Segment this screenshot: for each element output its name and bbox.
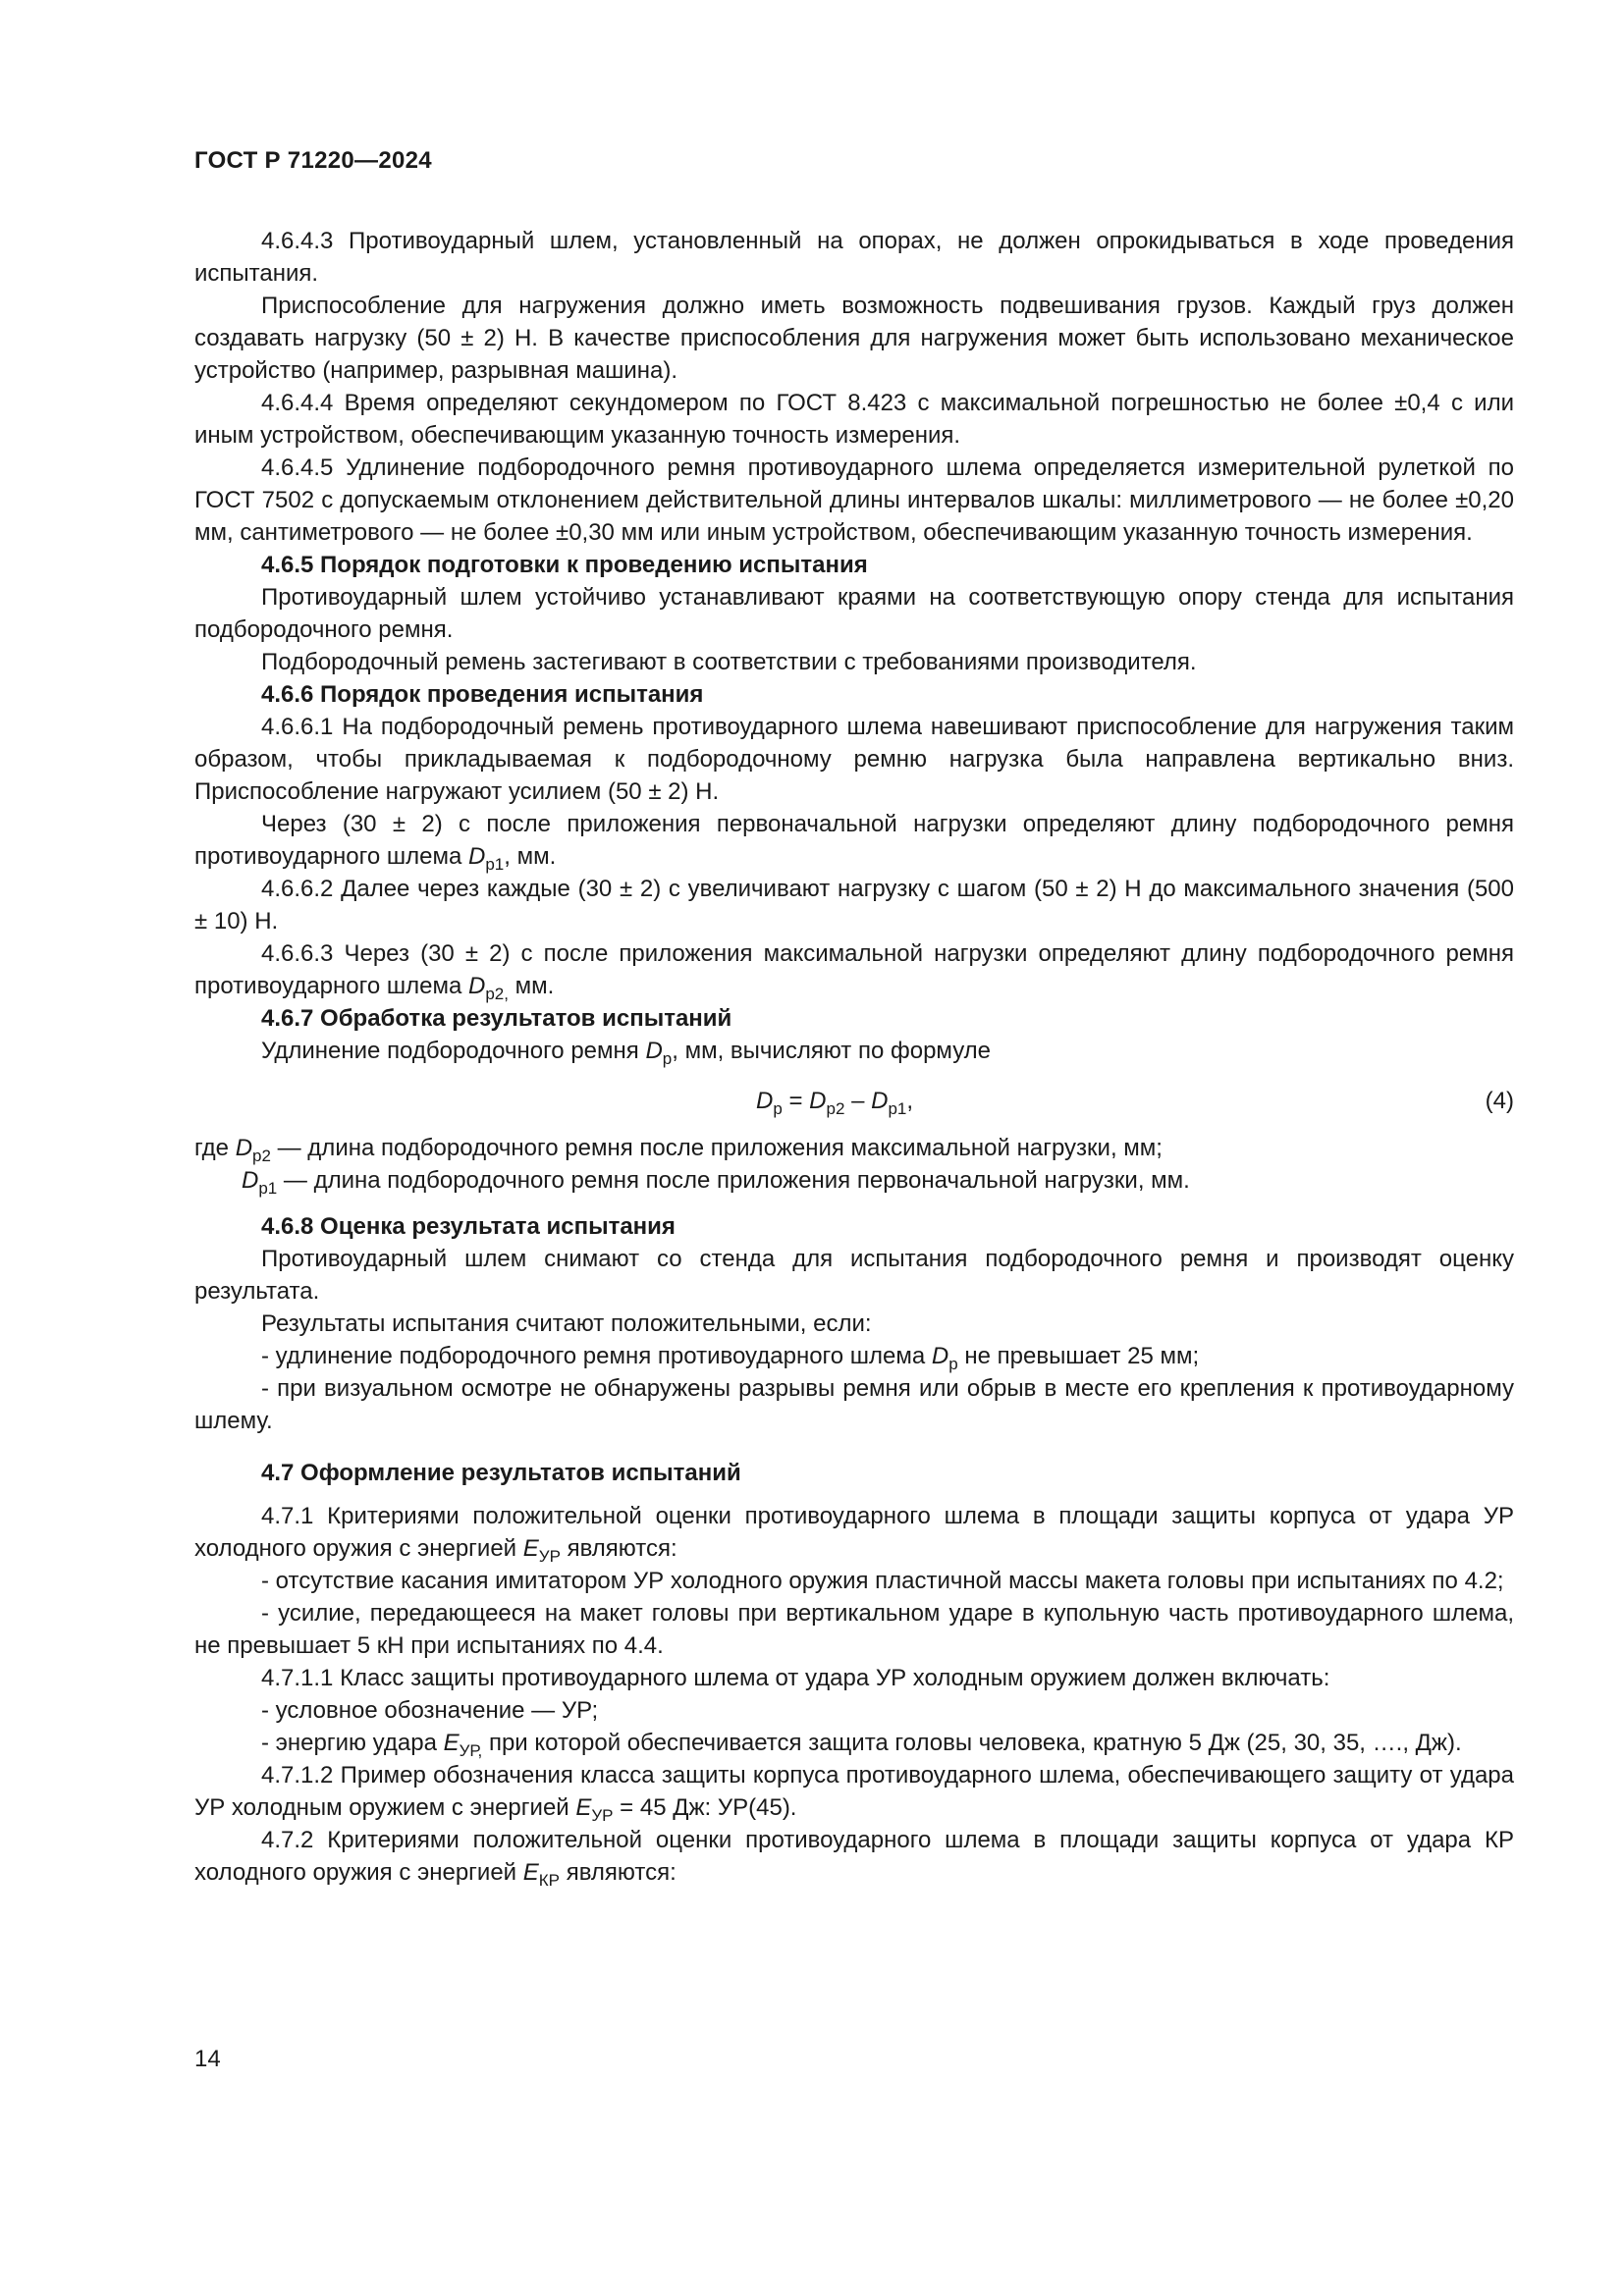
text-span: 4.6.6.3 Через (30 ± 2) с после приложения максимальной нагрузки определяют длину подбородочного ремня противоударного шлема <box>194 940 1514 999</box>
document-header: ГОСТ Р 71220—2024 <box>194 147 432 174</box>
paragraph: 4.7.1.1 Класс защиты противоударного шлема от удара УР холодным оружием должен включать: <box>261 1665 1330 1691</box>
paragraph: Результаты испытания считают положительными, если: <box>261 1310 872 1337</box>
section-heading: 4.6.5 Порядок подготовки к проведению испытания <box>261 552 868 578</box>
subscript: УР, <box>459 1741 483 1760</box>
list-item: - условное обозначение — УР; <box>261 1697 599 1724</box>
list-item <box>194 1340 1514 1372</box>
text-span: Удлинение подбородочного ремня <box>261 1038 646 1064</box>
text-span: мм. <box>508 973 555 999</box>
symbol-d: D <box>242 1167 259 1194</box>
subscript: р <box>773 1099 783 1118</box>
list-item: - отсутствие касания имитатором УР холодного оружия пластичной массы макета головы при испытаниях по 4.2; <box>261 1568 1504 1594</box>
page-number: 14 <box>194 2046 221 2072</box>
paragraph: 4.6.6.1 На подбородочный ремень противоударного шлема навешивают приспособление для нагружения таким образом, чтобы прикладываемая к подбородочному ремню нагрузка была направлена вертикально вниз. Приспособление нагружают усилием (50 ± 2) Н. <box>194 714 1514 805</box>
minus-sign: – <box>844 1088 872 1114</box>
text-span: где <box>194 1135 236 1161</box>
symbol-e: E <box>522 1859 539 1886</box>
subscript: р1 <box>888 1099 907 1118</box>
text-span: Через (30 ± 2) с после приложения первоначальной нагрузки определяют длину подбородочного ремня противоударного шлема <box>194 811 1514 870</box>
section-heading: 4.6.7 Обработка результатов испытаний <box>261 1005 732 1032</box>
paragraph <box>194 1500 1514 1565</box>
symbol-d: D <box>871 1088 889 1114</box>
symbol-d: D <box>931 1343 949 1369</box>
paragraph: Приспособление для нагружения должно иметь возможность подвешивания грузов. Каждый груз должен создавать нагрузку (50 ± 2) Н. В качестве приспособления для нагружения может быть использовано механическое устройство (например, разрывная машина). <box>194 293 1514 384</box>
paragraph <box>194 1824 1514 1889</box>
symbol-e: E <box>522 1535 539 1562</box>
text-span: не превышает 25 мм; <box>957 1343 1200 1369</box>
paragraph: Противоударный шлем снимают со стенда для испытания подбородочного ремня и производят оценку результата. <box>194 1246 1514 1305</box>
text-span: являются: <box>560 1859 677 1886</box>
text-span: = 45 Дж: УР(45). <box>613 1794 797 1821</box>
subscript: р1 <box>485 855 505 874</box>
subscript: УР <box>591 1806 614 1825</box>
section-heading: 4.6.8 Оценка результата испытания <box>261 1213 676 1240</box>
paragraph <box>194 937 1514 1002</box>
subscript: р <box>948 1355 958 1373</box>
symbol-d: D <box>468 973 486 999</box>
paragraph: 4.6.6.2 Далее через каждые (30 ± 2) с увеличивают нагрузку с шагом (50 ± 2) Н до максимального значения (500 ± 10) Н. <box>194 876 1514 934</box>
text-span: 4.7.1 Критериями положительной оценки противоударного шлема в площади защиты корпуса от удара УР холодного оружия с энергией <box>194 1503 1514 1562</box>
section-heading: 4.7 Оформление результатов испытаний <box>261 1460 741 1486</box>
paragraph <box>194 1035 1514 1067</box>
symbol-d: D <box>809 1088 827 1114</box>
text-span: - удлинение подбородочного ремня противоударного шлема <box>261 1343 932 1369</box>
paragraph: 4.6.4.4 Время определяют секундомером по ГОСТ 8.423 с максимальной погрешностью не более ±0,4 с или иным устройством, обеспечивающим указанную точность измерения. <box>194 390 1514 449</box>
formula <box>194 1071 1514 1132</box>
formula-number: (4) <box>1485 1088 1514 1114</box>
list-item <box>194 1727 1514 1759</box>
symbol-e: E <box>575 1794 592 1821</box>
text-span: , мм. <box>504 843 557 870</box>
subscript: р2 <box>252 1147 271 1165</box>
symbol-d: D <box>468 843 486 870</box>
paragraph: Подбородочный ремень застегивают в соответствии с требованиями производителя. <box>261 649 1197 675</box>
symbol-d: D <box>756 1088 774 1114</box>
formula-legend <box>194 1132 1514 1164</box>
paragraph: 4.6.4.5 Удлинение подбородочного ремня противоударного шлема определяется измерительной рулеткой по ГОСТ 7502 с допускаемым отклонением действительной длины интервалов шкалы: миллиметрового — не более ±0,20 мм, сантиметрового — не более ±0,30 мм или иным устройством, обеспечивающим указанную точность измерения. <box>194 454 1514 546</box>
text-span: 4.7.1.2 Пример обозначения класса защиты корпуса противоударного шлема, обеспечивающего защиту от удара УР холодным оружием с энергией <box>194 1762 1514 1821</box>
document-body <box>194 225 1514 1889</box>
paragraph <box>194 1759 1514 1824</box>
paragraph: Противоударный шлем устойчиво устанавливают краями на соответствующую опору стенда для испытания подбородочного ремня. <box>194 584 1514 643</box>
subscript: р <box>662 1049 673 1068</box>
subscript: УР <box>538 1547 561 1566</box>
text-span: являются: <box>560 1535 677 1562</box>
paragraph: 4.6.4.3 Противоударный шлем, установленный на опорах, не должен опрокидываться в ходе проведения испытания. <box>194 228 1514 287</box>
text-span: , мм, вычисляют по формуле <box>672 1038 992 1064</box>
symbol-d: D <box>235 1135 253 1161</box>
section-heading: 4.6.6 Порядок проведения испытания <box>261 681 704 708</box>
text-span: — длина подбородочного ремня после приложения первоначальной нагрузки, мм. <box>277 1167 1190 1194</box>
formula-expression <box>756 1085 913 1117</box>
subscript: КР <box>538 1871 561 1890</box>
text-span: - энергию удара <box>261 1730 444 1756</box>
subscript: р2, <box>485 985 509 1003</box>
subscript: р2 <box>826 1099 845 1118</box>
equals-sign: = <box>782 1088 810 1114</box>
symbol-e: E <box>443 1730 460 1756</box>
formula-legend <box>194 1164 1514 1197</box>
paragraph <box>194 808 1514 873</box>
symbol-d: D <box>645 1038 663 1064</box>
subscript: р1 <box>258 1179 278 1198</box>
text-span: при которой обеспечивается защита головы человека, кратную 5 Дж (25, 30, 35, …., Дж). <box>482 1730 1462 1756</box>
text-span: 4.7.2 Критериями положительной оценки противоударного шлема в площади защиты корпуса от удара КР холодного оружия с энергией <box>194 1827 1514 1886</box>
list-item: - при визуальном осмотре не обнаружены разрывы ремня или обрыв в месте его крепления к противоударному шлему. <box>194 1375 1514 1434</box>
list-item: - усилие, передающееся на макет головы при вертикальном ударе в купольную часть противоударного шлема, не превышает 5 кН при испытаниях по 4.4. <box>194 1600 1514 1659</box>
text-span: — длина подбородочного ремня после приложения максимальной нагрузки, мм; <box>270 1135 1163 1161</box>
formula-comma: , <box>906 1088 914 1114</box>
